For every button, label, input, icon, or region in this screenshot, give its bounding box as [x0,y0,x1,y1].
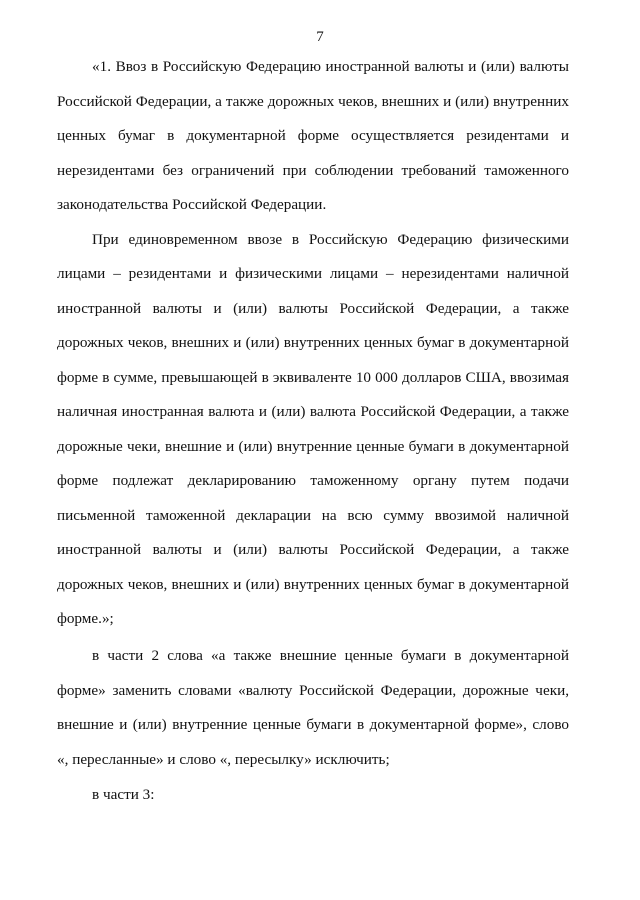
text-line: дорожные чеки, внешние и (или) внутренние ценные бумаги в документарной [57,438,569,455]
text-line: в части 3: [92,786,155,803]
text-line: дорожных чеков, внешних и (или) внутренних ценных бумаг в документарной [57,334,569,351]
text-line: Российской Федерации, а также дорожных чеков, внешних и (или) внутренних [57,93,569,110]
text-line: письменной таможенной декларации на всю сумму ввозимой наличной [57,507,569,524]
text-line: законодательства Российской Федерации. [57,196,327,213]
text-line: форме в сумме, превышающей в эквиваленте 10 000 долларов США, ввозимая [57,369,569,386]
text-line: «1. Ввоз в Российскую Федерацию иностранной валюты и (или) валюты [92,58,569,75]
text-line: форме» заменить словами «валюту Российской Федерации, дорожные чеки, [57,682,569,699]
text-line: внешние и (или) внутренние ценные бумаги в документарной форме», слово [57,716,569,733]
text-line: дорожных чеков, внешних и (или) внутренних ценных бумаг в документарной [57,576,569,593]
text-line: лицами – резидентами и физическими лицами – нерезидентами наличной [57,265,569,282]
text-line: «, пересланные» и слово «, пересылку» исключить; [57,751,390,768]
text-line: иностранной валюты и (или) валюты Российской Федерации, а также [57,300,569,317]
text-line: форме.»; [57,610,114,627]
page-number: 7 [316,29,324,45]
text-line: форме подлежат декларированию таможенному органу путем подачи [57,472,569,489]
text-line: в части 2 слова «а также внешние ценные бумаги в документарной [92,647,569,664]
text-line: иностранной валюты и (или) валюты Российской Федерации, а также [57,541,569,558]
text-line: нерезидентами без ограничений при соблюдении требований таможенного [57,162,569,179]
text-line: ценных бумаг в документарной форме осуществляется резидентами и [57,127,569,144]
text-line: наличная иностранная валюта и (или) валюта Российской Федерации, а также [57,403,569,420]
text-line: При единовременном ввозе в Российскую Федерацию физическими [92,231,569,248]
